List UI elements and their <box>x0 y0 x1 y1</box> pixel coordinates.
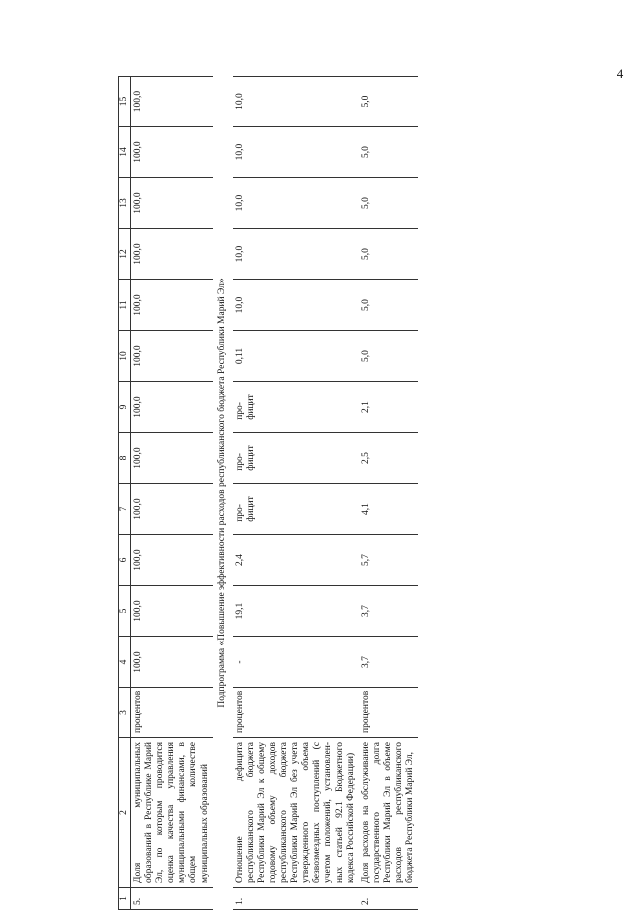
indicator-value: 100,0 <box>131 280 213 331</box>
column-number: 2 <box>119 738 131 888</box>
table-header-row <box>119 77 131 910</box>
indicator-value: 10,0 <box>233 127 359 178</box>
indicator-value: 100,0 <box>131 382 213 433</box>
indicator-value: про- фицит <box>233 382 359 433</box>
indicator-value: 2,1 <box>359 382 418 433</box>
indicator-value: 0,11 <box>233 331 359 382</box>
column-number: 5 <box>119 586 131 637</box>
indicator-value: 2,5 <box>359 433 418 484</box>
rotated-table-container <box>118 78 535 910</box>
indicator-value: 100,0 <box>131 178 213 229</box>
indicator-value: 100,0 <box>131 637 213 688</box>
indicator-value: 100,0 <box>131 331 213 382</box>
unit-of-measure: процентов <box>233 688 359 738</box>
indicator-value: 100,0 <box>131 535 213 586</box>
indicator-value: 100,0 <box>131 127 213 178</box>
row-number: 2. <box>359 888 418 910</box>
column-number: 15 <box>119 77 131 127</box>
column-number: 10 <box>119 331 131 382</box>
column-number: 13 <box>119 178 131 229</box>
column-number: 3 <box>119 688 131 738</box>
indicator-value: 5,0 <box>359 331 418 382</box>
subprogram-cell <box>213 77 233 910</box>
indicator-value: 10,0 <box>233 178 359 229</box>
indicator-value: 100,0 <box>131 229 213 280</box>
indicator-value: 100,0 <box>131 586 213 637</box>
indicator-value: 5,0 <box>359 127 418 178</box>
unit-of-measure: процентов <box>131 688 213 738</box>
column-number: 14 <box>119 127 131 178</box>
indicator-value: 19,1 <box>233 586 359 637</box>
indicator-name: Доля расходов на обслуживание государственного долга Республики Марий Эл в объеме расходов республиканского бюджета Республики Марий Эл, <box>359 738 418 888</box>
column-number: 4 <box>119 637 131 688</box>
column-number: 9 <box>119 382 131 433</box>
indicator-name: Доля муниципальных образований в Республике Марий Эл, по которым проводится оценка качества управления муниципальными финансами, в общем количестве муниципальных образований <box>131 738 213 888</box>
indicator-value: 3,7 <box>359 637 418 688</box>
table-row <box>233 77 359 910</box>
indicator-name: Отношение дефицита республиканского бюджета Республики Марий Эл к общему годовому объему доходов республиканского бюджета Республики Марий Эл без учета утвержденного объема безвозмездных поступлений (с учетом положений, установлен-ных статьей 92.1 Бюджетного кодекса Российской Федерации) <box>233 738 359 888</box>
indicator-value: про- фицит <box>233 484 359 535</box>
indicator-value: 10,0 <box>233 229 359 280</box>
indicator-value: 3,7 <box>359 586 418 637</box>
row-number: 5. <box>131 888 213 910</box>
indicator-value: 2,4 <box>233 535 359 586</box>
indicator-value: 100,0 <box>131 433 213 484</box>
column-number: 7 <box>119 484 131 535</box>
indicator-value: 10,0 <box>233 77 359 127</box>
column-number: 11 <box>119 280 131 331</box>
column-number: 8 <box>119 433 131 484</box>
indicator-value: 4,1 <box>359 484 418 535</box>
subprogram-row <box>213 77 233 910</box>
page-number: 4 <box>616 66 624 81</box>
indicator-value: про- фицит <box>233 433 359 484</box>
column-number: 1 <box>119 888 131 910</box>
indicator-value: 10,0 <box>233 280 359 331</box>
indicator-value: 5,0 <box>359 229 418 280</box>
column-number: 6 <box>119 535 131 586</box>
row-number: 1. <box>233 888 359 910</box>
indicator-value: 5,0 <box>359 280 418 331</box>
indicator-value: 100,0 <box>131 484 213 535</box>
table-row <box>359 77 418 910</box>
indicator-value: 5,0 <box>359 77 418 127</box>
unit-of-measure: процентов <box>359 688 418 738</box>
indicator-value: 5,7 <box>359 535 418 586</box>
indicator-value: - <box>233 637 359 688</box>
indicator-table <box>118 76 418 910</box>
table-row <box>131 77 213 910</box>
indicator-value: 5,0 <box>359 178 418 229</box>
indicator-value: 100,0 <box>131 77 213 127</box>
column-number: 12 <box>119 229 131 280</box>
subprogram-title: Подпрограмма «Повышение эффективности расходов республиканского бюджета Республики Марий Эл» <box>217 278 228 708</box>
